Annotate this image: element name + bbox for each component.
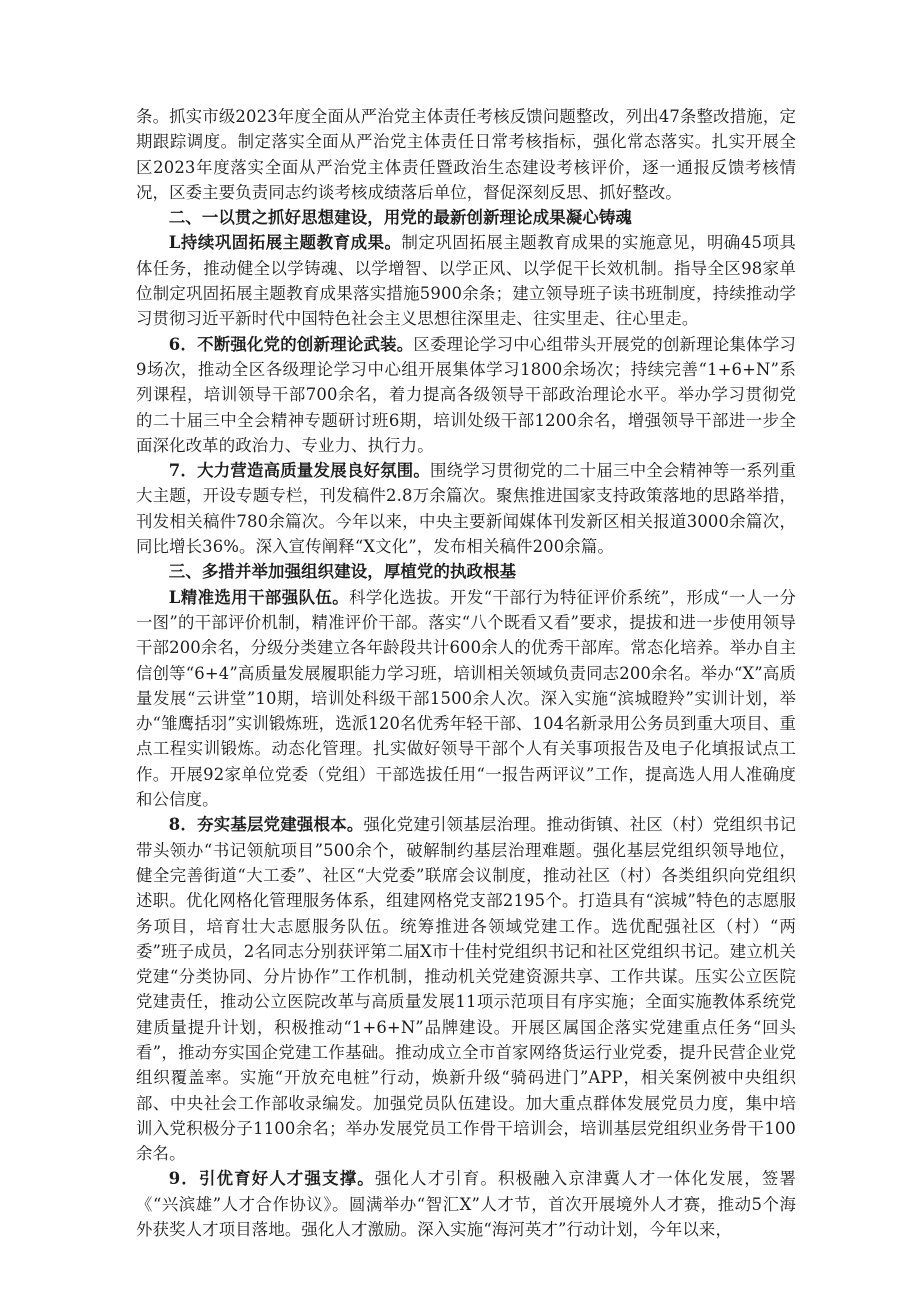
paragraph-lead: 6．不断强化党的创新理论武装。 bbox=[168, 334, 414, 354]
paragraph-text: 条。抓实市级2023年度全面从严治党主体责任考核反馈问题整改，列出47条整改措施，定期跟踪调度。制定落实全面从严治党主体责任日常考核指标，强化常态落实。扎实开展全区2023年度落实全面从严治党主体责任暨政治生态建设考核评价，逐一通报反馈考核情况，区委主要负责同志约谈考核成绩落后单位，督促深刻反思、抓好整改。 bbox=[136, 107, 796, 202]
paragraph-closing-responsibility bbox=[136, 104, 796, 205]
paragraph-lead: L持续巩固拓展主题教育成果。 bbox=[168, 233, 402, 253]
section-heading-ideological: 二、一以贯之抓好思想建设，用党的最新创新理论成果凝心铸魂 bbox=[168, 208, 632, 228]
paragraph-cadre-selection bbox=[136, 585, 796, 813]
paragraph-text: 区委理论学习中心组带头开展党的创新理论集体学习9场次，推动全区各级理论学习中心组开展集体学习1800余场次；持续完善“1+6+N”系列课程，培训领导干部700余名，着力提高各级领导干部政治理论水平。举办学习贯彻党的二十届三中全会精神专题研讨班6期，培训处级干部1200余名，增强领导干部进一步全面深化改革的政治力、专业力、执行力。 bbox=[136, 334, 797, 455]
paragraph-text: 强化人才引育。积极融入京津冀人才一体化发展，签署《“兴滨雄”人才合作协议》。圆满举办“智汇X”人才节，首次开展境外人才赛，推动5个海外获奖人才项目落地。强化人才激励。深入实施“海河英才”行动计划，今年以来， bbox=[136, 1169, 796, 1240]
paragraph-text: 制定巩固拓展主题教育成果的实施意见，明确45项具体任务，推动健全以学铸魂、以学增智、以学正风、以学促干长效机制。指导全区98家单位制定巩固拓展主题教育成果落实措施5900余条；建立领导班子读书班制度，持续推动学习贯彻习近平新时代中国特色社会主义思想往深里走、往实里走、往心里走。 bbox=[136, 233, 796, 329]
paragraph-text: 科学化选拔。开发“干部行为特征评价系统”，形成“一人一分一图”的干部评价机制，精准评价干部。落实“八个既看又看”要求，提拔和进一步使用领导干部200余名，分级分类建立各年龄段共计600余人的优秀干部库。常态化培养。举办自主信创等“6+4”高质量发展履职能力学习班，培训相关领域负责同志200余名。举办“X”高质量发展“云讲堂”10期，培训处科级干部1500余人次。深入实施“滨城瞪羚”实训计划，举办“雏鹰括羽”实训锻炼班，选派120名优秀年轻干部、104名新录用公务员到重大项目、重点工程实训锻炼。动态化管理。扎实做好领导干部个人有关事项报告及电子化填报试点工作。开展92家单位党委（党组）干部选拔任用“一报告两评议”工作，提高选人用人准确度和公信度。 bbox=[136, 587, 796, 810]
paragraph-grassroots-party bbox=[136, 812, 796, 1166]
paragraph-publicity bbox=[136, 458, 796, 559]
paragraph-talent bbox=[136, 1166, 796, 1242]
paragraph-text: 强化党建引领基层治理。推动街镇、社区（村）党组织书记带头领办“书记领航项目”500余个，破解制约基层治理难题。强化基层党组织领导地位，健全完善街道“大工委”、社区“大党委”联席会议制度，推动社区（村）各类组织向党组织述职。优化网格化管理服务体系，组建网格党支部2195个。打造具有“滨城”特色的志愿服务项目，培育壮大志愿服务队伍。统筹推进各领域党建工作。选优配强社区（村）“两委”班子成员，2名同志分别获评第二届X市十佳村党组织书记和社区党组织书记。建立机关党建“分类协同、分片协作”工作机制，推动机关党建资源共享、工作共谋。压实公立医院党建责任，推动公立医院改革与高质量发展11项示范项目有序实施；全面实施教体系统党建质量提升计划，积极推动“1+6+N”品牌建设。开展区属国企落实党建重点任务“回头看”，推动夯实国企党建工作基础。推动成立全市首家网络货运行业党委，提升民营企业党组织覆盖率。实施“开放充电桩”行动，焕新升级“骑码进门”APP，相关案例被中央组织部、中央社会工作部收录编发。加强党员队伍建设。加大重点群体发展党员力度，集中培训入党积极分子1100余名；举办发展党员工作骨干培训会，培训基层党组织业务骨干100余名。 bbox=[136, 815, 796, 1164]
paragraph-lead: 9．引优育好人才强支撑。 bbox=[168, 1169, 375, 1189]
paragraph-lead: 8．夯实基层党建强根本。 bbox=[168, 815, 364, 835]
paragraph-theory-study bbox=[136, 332, 796, 458]
paragraph-text: 围绕学习贯彻党的二十届三中全会精神等一系列重大主题，开设专题专栏，刊发稿件2.8万余篇次。聚焦推进国家支持政策落地的思路举措，刊发相关稿件780余篇次。今年以来，中央主要新闻媒体刊发新区相关报道3000余篇次，同比增长36%。深入宣传阐释“X文化”，发布相关稿件200余篇。 bbox=[136, 461, 796, 557]
section-heading-organizational: 三、多措并举加强组织建设，厚植党的执政根基 bbox=[168, 562, 517, 582]
paragraph-theme-education bbox=[136, 230, 796, 331]
paragraph-lead: L精准选用干部强队伍。 bbox=[168, 587, 350, 607]
paragraph-lead: 7．大力营造高质量发展良好氛围。 bbox=[168, 461, 431, 481]
document-body bbox=[136, 104, 796, 1242]
